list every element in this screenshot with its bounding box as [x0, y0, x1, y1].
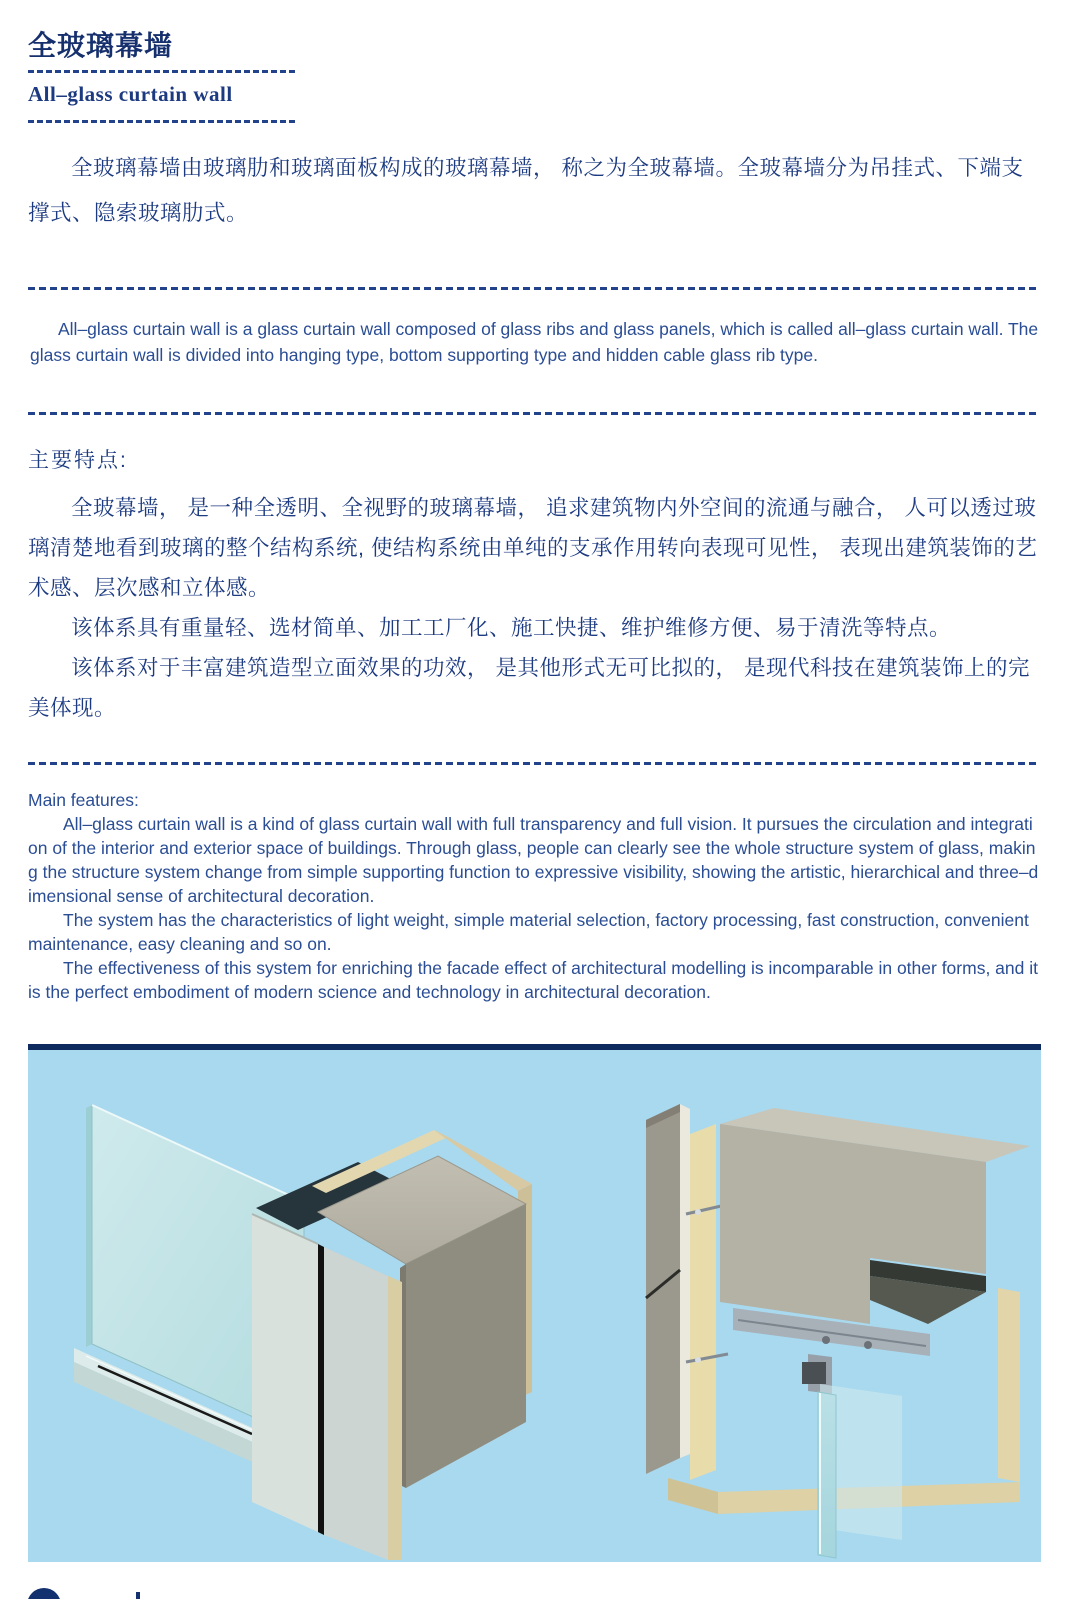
features-paragraph-chinese: 全玻幕墙， 是一种全透明、全视野的玻璃幕墙， 追求建筑物内外空间的流通与融合， 人可以透过玻璃清楚地看到玻璃的整个结构系统, 使结构系统由单纯的支承作用转向表现可见性， 表现出建筑装饰的艺术感、层次感和立体感。: [28, 496, 1038, 600]
figure-left-render: [56, 1092, 536, 1565]
features-paragraph-english: The effectiveness of this system for enriching the facade effect of architectural modelling is incomparable in other forms, and it is the perfect embodiment of modern science and technology in architectural decoration.: [28, 958, 1038, 1002]
features-heading-chinese: 主要特点:: [28, 449, 128, 472]
curtain-wall-node-left-illustration: [56, 1092, 536, 1560]
page-title-english: All–glass curtain wall: [28, 82, 233, 106]
features-section-english: [28, 788, 1042, 1004]
steel-bracket-assembly: [733, 1308, 930, 1394]
hanging-glass-fin: [818, 1384, 902, 1558]
dashed-divider: [28, 412, 1040, 415]
next-section-text-fragment: [136, 1592, 140, 1599]
features-section-chinese: [28, 444, 1040, 728]
features-heading-english: Main features:: [28, 790, 139, 810]
dashed-divider: [28, 287, 1040, 290]
next-section-bullet-circle: [27, 1588, 61, 1599]
insulation-layer: [690, 1124, 716, 1480]
short-dashed-divider: [28, 120, 296, 123]
intro-paragraph-english: All–glass curtain wall is a glass curtain wall composed of glass ribs and glass panels, which is called all–glass curtain wall. The glass curtain wall is divided into hanging type, bottom supporting type and hidden cable glass rib type.: [30, 319, 1039, 365]
figure-right-render: [568, 1062, 1041, 1565]
page-title-chinese: 全玻璃幕墙: [28, 30, 174, 61]
curtain-wall-node-right-illustration: [568, 1062, 1041, 1560]
figure-panel: [28, 1050, 1041, 1562]
concrete-wall-panel: [646, 1104, 690, 1474]
dashed-divider: [28, 762, 1040, 765]
features-paragraph-english: All–glass curtain wall is a kind of glass curtain wall with full transparency and full vision. It pursues the circulation and integration of the interior and exterior space of buildings. Through glass, people can clearly see the whole structure system of glass, making the structure system change from simple supporting function to expressive visibility, showing the artistic, hierarchical and three–dimensional sense of architectural decoration.: [28, 814, 1039, 906]
glass-mullion: [252, 1214, 402, 1560]
intro-paragraph-chinese: 全玻璃幕墙由玻璃肋和玻璃面板构成的玻璃幕墙， 称之为全玻幕墙。全玻幕墙分为吊挂式、下端支撑式、隐索玻璃肋式。: [28, 156, 1024, 225]
concrete-beam: [720, 1108, 1030, 1324]
features-paragraph-chinese: 该体系具有重量轻、选材简单、加工工厂化、施工快捷、维护维修方便、易于清洗等特点。: [71, 616, 952, 640]
short-dashed-divider: [28, 70, 296, 73]
features-paragraph-english: The system has the characteristics of light weight, simple material selection, factory processing, fast construction, convenient maintenance, easy cleaning and so on.: [28, 910, 1029, 954]
features-paragraph-chinese: 该体系对于丰富建筑造型立面效果的功效， 是其他形式无可比拟的， 是现代科技在建筑装饰上的完美体现。: [28, 656, 1030, 720]
